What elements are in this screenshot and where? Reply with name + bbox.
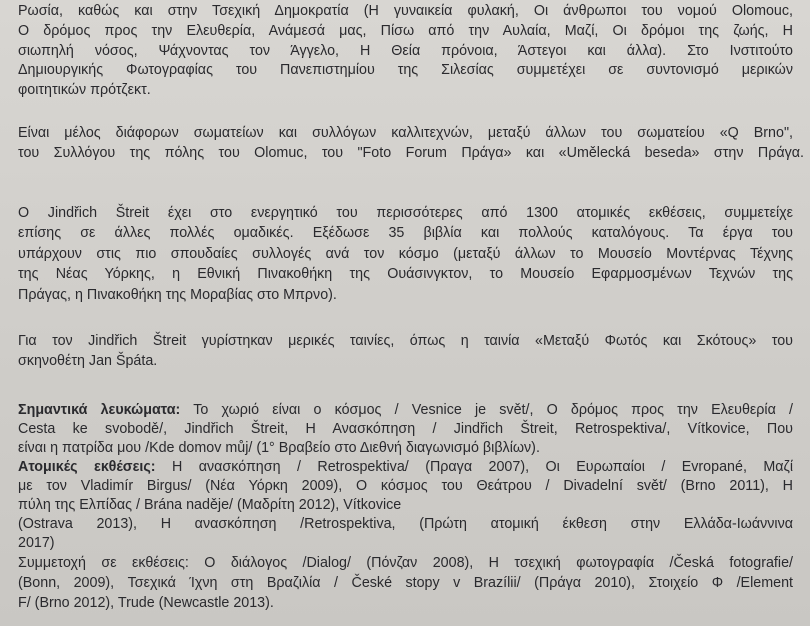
text-line: του Συλλόγου της πόλης του Olomuc, του "Foto Forum Πράγα» και «Umělecká beseda» στην Πράγα. (18, 145, 804, 161)
text-line: (Ostrava 2013), Η ανασκόπηση /Retrospektiva, (Πρώτη ατομική έκθεση στην Ελλάδα-Ιωάννινα (18, 516, 793, 532)
text-line (18, 458, 793, 476)
text-line: Ρωσία, καθώς και στην Τσεχική Δημοκρατία (Η γυναικεία φυλακή, Οι άνθρωποι του νομού Olomouc, (18, 3, 793, 19)
text-line: επίσης σε άλλες πολλές ομαδικές. Εξέδωσε 35 βιβλία και πολλούς καταλόγους. Τα έργα του (18, 225, 793, 241)
text-run: Η ανασκόπηση / Retrospektiva/ (Πραγα 2007), Οι Ευρωπαίοι / Evropané, Μαζί (155, 459, 793, 475)
solo-heading: Ατομικές εκθέσεις: (18, 459, 156, 475)
text-line: Δημιουργικής Φωτογραφίας του Πανεπιστημίου της Σιλεσίας συμμετέχει σε συντονισμό μερικών (18, 62, 793, 78)
text-line: Είναι μέλος διάφορων σωματείων και συλλόγων καλλιτεχνών, μεταξύ άλλων του σωματείου «Q Brno", (18, 125, 793, 141)
text-line (18, 401, 793, 419)
text-line: Ο Jindřich Štreit έχει στο ενεργητικό του περισσότερες από 1300 ατομικές εκθέσεις, συμμετείχε (18, 205, 793, 221)
text-line: πύλη της Ελπίδας / Brána naděje/ (Μαδρίτη 2012), Vítkovice (18, 497, 402, 513)
text-line: Πράγας, η Πινακοθήκη της Μοραβίας στο Μπρνο). (18, 287, 337, 303)
text-line: φοιτητικών πρότζεκτ. (18, 82, 151, 98)
text-line: Cesta ke svobodě/, Jindřich Štreit, Η Ανασκόπηση / Jindřich Štreit, Retrospektiva/, Vítkovice, Που (18, 421, 793, 437)
text-line: 2017) (18, 535, 55, 551)
text-line: σιωπηλή νόσος, Ψάχνοντας τον Άγγελο, Η Θεία πρόνοια, Άστεγοι και άλλα). Στο Ινστιτούτο (18, 43, 793, 59)
text-run: Το χωριό είναι ο κόσμος / Vesnice je svět/, Ο δρόμος προς την Ελευθερία / (180, 402, 793, 418)
text-line: με τον Vladimír Birgus/ (Νέα Υόρκη 2009), Ο κόσμος του Θεάτρου / Divadelní svět/ (Brno 2011), Η (18, 478, 793, 494)
text-line: υπάρχουν στις πιο σπουδαίες συλλογές ανά τον κόσμο (μεταξύ άλλων το Μουσείο Μοντέρνας Τέχνης (18, 246, 793, 262)
text-line: F/ (Brno 2012), Trude (Newcastle 2013). (18, 595, 274, 611)
text-line: σκηνοθέτη Jan Špáta. (18, 353, 158, 369)
text-line: (Bonn, 2009), Τσεχικά Ίχνη στη Βραζιλία / České stopy v Brazílii/ (Πράγα 2010), Στοιχείο Φ /Element (18, 575, 793, 591)
text-line: είναι η πατρίδα μου /Kde domov můj/ (1° Βραβείο στο Διεθνή διαγωνισμό βιβλίων). (18, 440, 540, 456)
albums-heading: Σημαντικά λευκώματα: (18, 402, 181, 418)
text-line: Ο δρόμος προς την Ελευθερία, Ανάμεσά μας, Πίσω από την Αυλαία, Μαζί, Οι δρόμοι της ζωής, Η (18, 23, 793, 39)
text-line: Για τον Jindřich Štreit γυρίστηκαν μερικές ταινίες, όπως η ταινία «Μεταξύ Φωτός και Σκότους» του (18, 333, 793, 349)
text-line: της Νέας Υόρκης, η Εθνική Πινακοθήκη της Ουάσινγκτον, το Μουσείο Εφαρμοσμένων Τεχνών της (18, 266, 793, 282)
text-line: Συμμετοχή σε εκθέσεις: Ο διάλογος /Dialog/ (Πόνζαν 2008), Η τσεχική φωτογραφία /Česká fotografie/ (18, 555, 793, 571)
